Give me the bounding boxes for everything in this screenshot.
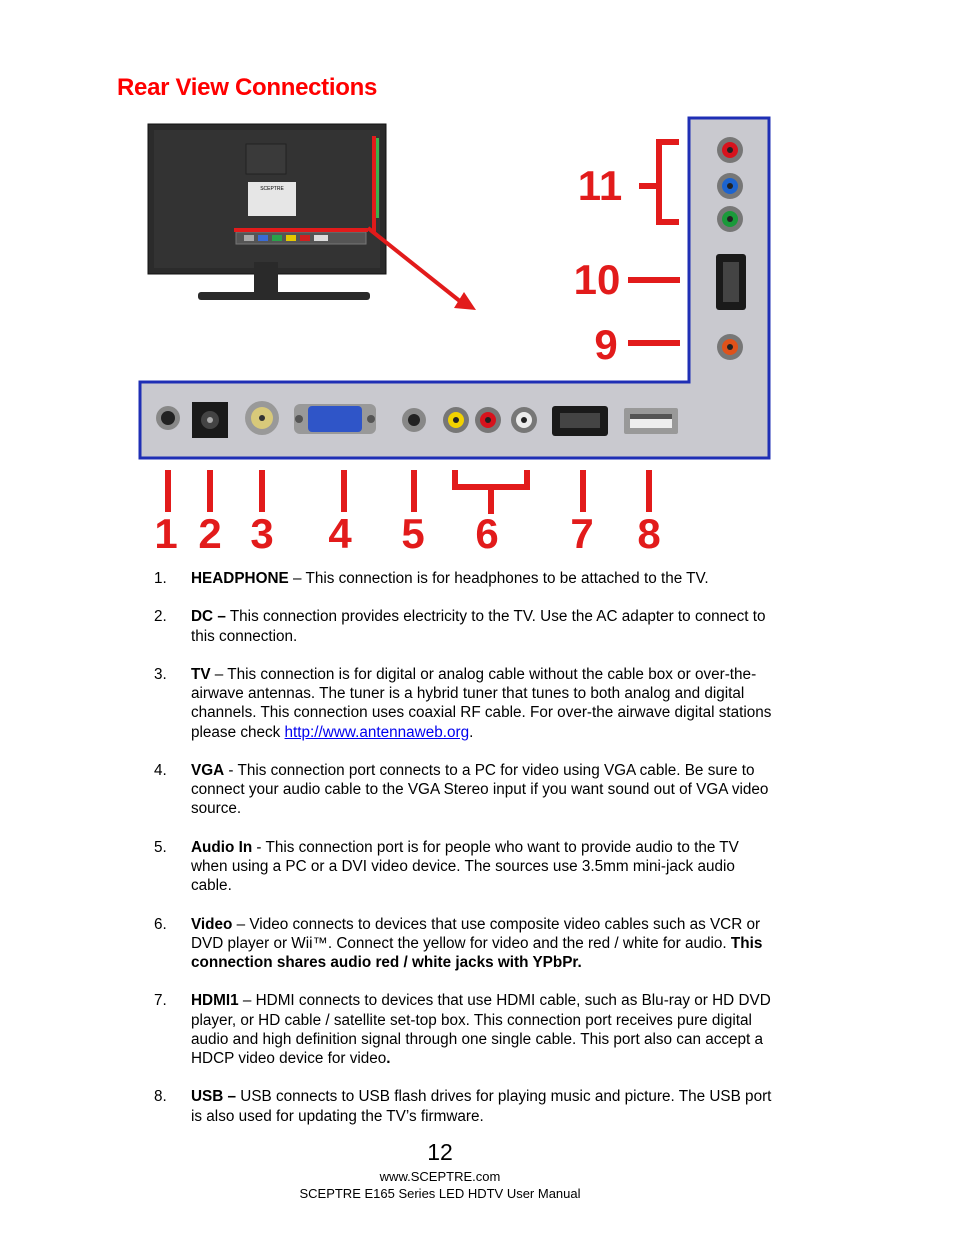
audio-in-jack <box>402 408 426 432</box>
headphone-jack <box>156 406 180 430</box>
item-text: - This connection port is for people who want to provide audio to the TV when using a PC or a DVI video device. The sources use 3.5mm mini-jack audio cable. <box>191 838 739 895</box>
callout-4: 4 <box>328 510 352 554</box>
item-text: – Video connects to devices that use composite video cables such as VCR or DVD player or Wii™. Connect the yellow for video and the red / white for audio. <box>191 915 761 952</box>
item-title: Audio In <box>191 838 253 856</box>
item-title: Video <box>191 915 233 933</box>
callout-3: 3 <box>250 510 274 554</box>
page-number: 12 <box>427 1139 453 1165</box>
dc-power-jack <box>192 402 228 438</box>
item-number: 1. <box>154 570 167 587</box>
item-number: 5. <box>154 838 167 856</box>
page-title: Rear View Connections <box>117 74 377 101</box>
audio-out-jack <box>717 334 743 360</box>
list-item <box>154 915 774 973</box>
callout-5: 5 <box>401 510 425 554</box>
item-title: HEADPHONE <box>191 570 289 587</box>
item-text: USB connects to USB flash drives for playing music and picture. The USB port is also used for updating the TV’s firmware. <box>191 1088 772 1125</box>
item-title: TV <box>191 665 211 683</box>
composite-jacks <box>443 407 537 433</box>
item-number: 2. <box>154 608 167 626</box>
item-text: – HDMI connects to devices that use HDMI cable, such as Blu-ray or HD DVD player, or HD cable / satellite set-top box. This connection port receives pure digital audio and high definition signal through one single cable. This port also can accept a HDCP video device for video <box>191 992 771 1067</box>
antennaweb-link[interactable]: http://www.antennaweb.org <box>284 723 470 741</box>
callout-11: 11 <box>577 162 623 209</box>
connection-list <box>154 569 774 1145</box>
item-text: - This connection port connects to a PC for video using VGA cable. Be sure to connect your audio cable to the VGA Stereo input if you want sound out of VGA video source. <box>191 761 769 818</box>
callout-9: 9 <box>594 321 618 368</box>
usb-port <box>624 408 678 434</box>
item-bold-note: This connection shares audio red / white jacks with YPbPr. <box>191 934 763 971</box>
callout-2: 2 <box>198 510 222 554</box>
callout-1: 1 <box>154 510 178 554</box>
list-item <box>154 607 774 645</box>
footer-manual-title: SCEPTRE E165 Series LED HDTV User Manual <box>299 1186 581 1201</box>
vga-port <box>294 404 376 434</box>
item-number: 7. <box>154 992 167 1010</box>
item-number: 6. <box>154 915 167 933</box>
list-item <box>154 1087 774 1125</box>
item-title: VGA <box>191 761 225 779</box>
list-item <box>154 665 774 742</box>
item-text-after: . <box>469 723 474 741</box>
tv-logo: SCEPTRE <box>260 186 284 192</box>
item-text: This connection provides electricity to the TV. Use the AC adapter to connect to this connection. <box>191 608 766 645</box>
tv-rear-photo <box>148 124 476 310</box>
item-text: – This connection is for digital or analog cable without the cable box or over-the-airwave antennas. The tuner is a hybrid tuner that tunes to both analog and digital channels. This connection uses coaxial RF cable. For over-the airwave digital stations please check <box>191 665 772 741</box>
list-item <box>154 569 774 588</box>
item-number: 4. <box>154 761 167 779</box>
hdmi-bottom-port <box>552 406 608 436</box>
item-number: 8. <box>154 1088 167 1106</box>
item-title: DC – <box>191 608 226 626</box>
hdmi-side-port <box>716 254 746 310</box>
footer-website: www.SCEPTRE.com <box>379 1169 501 1184</box>
list-item <box>154 991 774 1068</box>
item-title: USB – <box>191 1088 237 1106</box>
rear-view-diagram <box>136 114 776 554</box>
item-title: HDMI1 <box>191 992 239 1010</box>
list-item <box>154 838 774 896</box>
item-number: 3. <box>154 665 167 683</box>
coax-tv-port <box>245 401 279 435</box>
list-item <box>154 761 774 819</box>
callout-10: 10 <box>573 256 621 303</box>
component-jacks <box>717 137 743 232</box>
callout-6: 6 <box>475 510 499 554</box>
callout-7: 7 <box>570 510 594 554</box>
item-text: – This connection is for headphones to be attached to the TV. <box>288 570 709 587</box>
item-bold-note: . <box>386 1049 391 1067</box>
callout-8: 8 <box>637 510 661 554</box>
